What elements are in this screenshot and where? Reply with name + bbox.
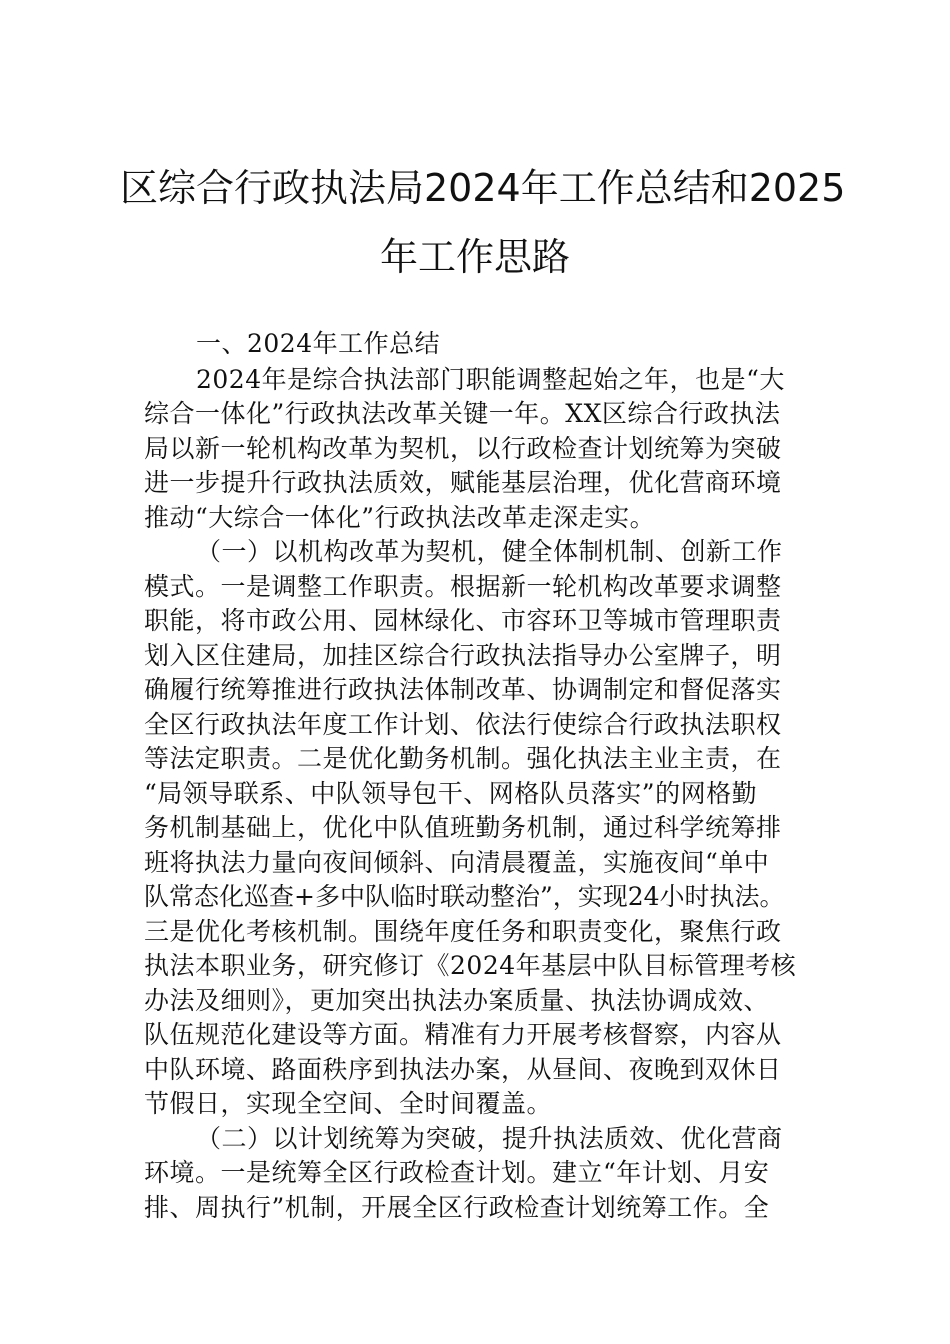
paragraph-line: 职能，将市政公用、园林绿化、市容环卫等城市管理职责: [144, 606, 782, 635]
document-title-line-1: 区综合行政执法局2024年工作总结和2025: [120, 166, 846, 210]
paragraph-line: 模式。一是调整工作职责。根据新一轮机构改革要求调整: [144, 572, 782, 601]
paragraph-line: 中队环境、路面秩序到执法办案，从昼间、夜晚到双休日: [144, 1055, 782, 1084]
paragraph-line: 队伍规范化建设等方面。精准有力开展考核督察，内容从: [144, 1020, 782, 1049]
paragraph-line: 确履行统筹推进行政执法体制改革、协调制定和督促落实: [144, 675, 782, 704]
subsection-line: （二）以计划统筹为突破，提升执法质效、优化营商: [196, 1124, 783, 1153]
paragraph-line: 务机制基础上，优化中队值班勤务机制，通过科学统筹排: [144, 813, 782, 842]
paragraph-line: 全区行政执法年度工作计划、依法行使综合行政执法职权: [144, 710, 782, 739]
section-heading: 一、2024年工作总结: [196, 329, 441, 358]
paragraph-line: 划入区住建局，加挂区综合行政执法指导办公室牌子，明: [144, 641, 782, 670]
paragraph-line: 环境。一是统筹全区行政检查计划。建立“年计划、月安: [144, 1158, 770, 1187]
paragraph-line: 节假日，实现全空间、全时间覆盖。: [144, 1089, 553, 1118]
paragraph-line: 班将执法力量向夜间倾斜、向清晨覆盖，实施夜间“单中: [144, 848, 770, 877]
paragraph-line: 三是优化考核机制。围绕年度任务和职责变化，聚焦行政: [144, 917, 782, 946]
document-title-line-2: 年工作思路: [379, 235, 570, 279]
paragraph-line: 等法定职责。二是优化勤务机制。强化执法主业主责，在: [144, 744, 782, 773]
paragraph-line: 队常态化巡查+多中队临时联动整治”，实现24小时执法。: [144, 882, 785, 911]
subsection-line: （一）以机构改革为契机，健全体制机制、创新工作: [196, 537, 783, 566]
paragraph-line: 办法及细则》，更加突出执法办案质量、执法协调成效、: [144, 986, 770, 1015]
paragraph-line: 进一步提升行政执法质效，赋能基层治理，优化营商环境: [144, 468, 782, 497]
paragraph-line: 执法本职业务，研究修订《2024年基层中队目标管理考核: [144, 951, 797, 980]
paragraph-line: 局以新一轮机构改革为契机，以行政检查计划统筹为突破: [144, 434, 782, 463]
paragraph-line: 综合一体化”行政执法改革关键一年。XX区综合行政执法: [144, 399, 781, 428]
paragraph-line: 2024年是综合执法部门职能调整起始之年，也是“大: [196, 365, 785, 394]
paragraph-line: 排、周执行”机制，开展全区行政检查计划统筹工作。全: [144, 1193, 770, 1222]
paragraph-line: 推动“大综合一体化”行政执法改革走深走实。: [144, 503, 656, 532]
paragraph-line: “局领导联系、中队领导包干、网格队员落实”的网格勤: [144, 779, 758, 808]
